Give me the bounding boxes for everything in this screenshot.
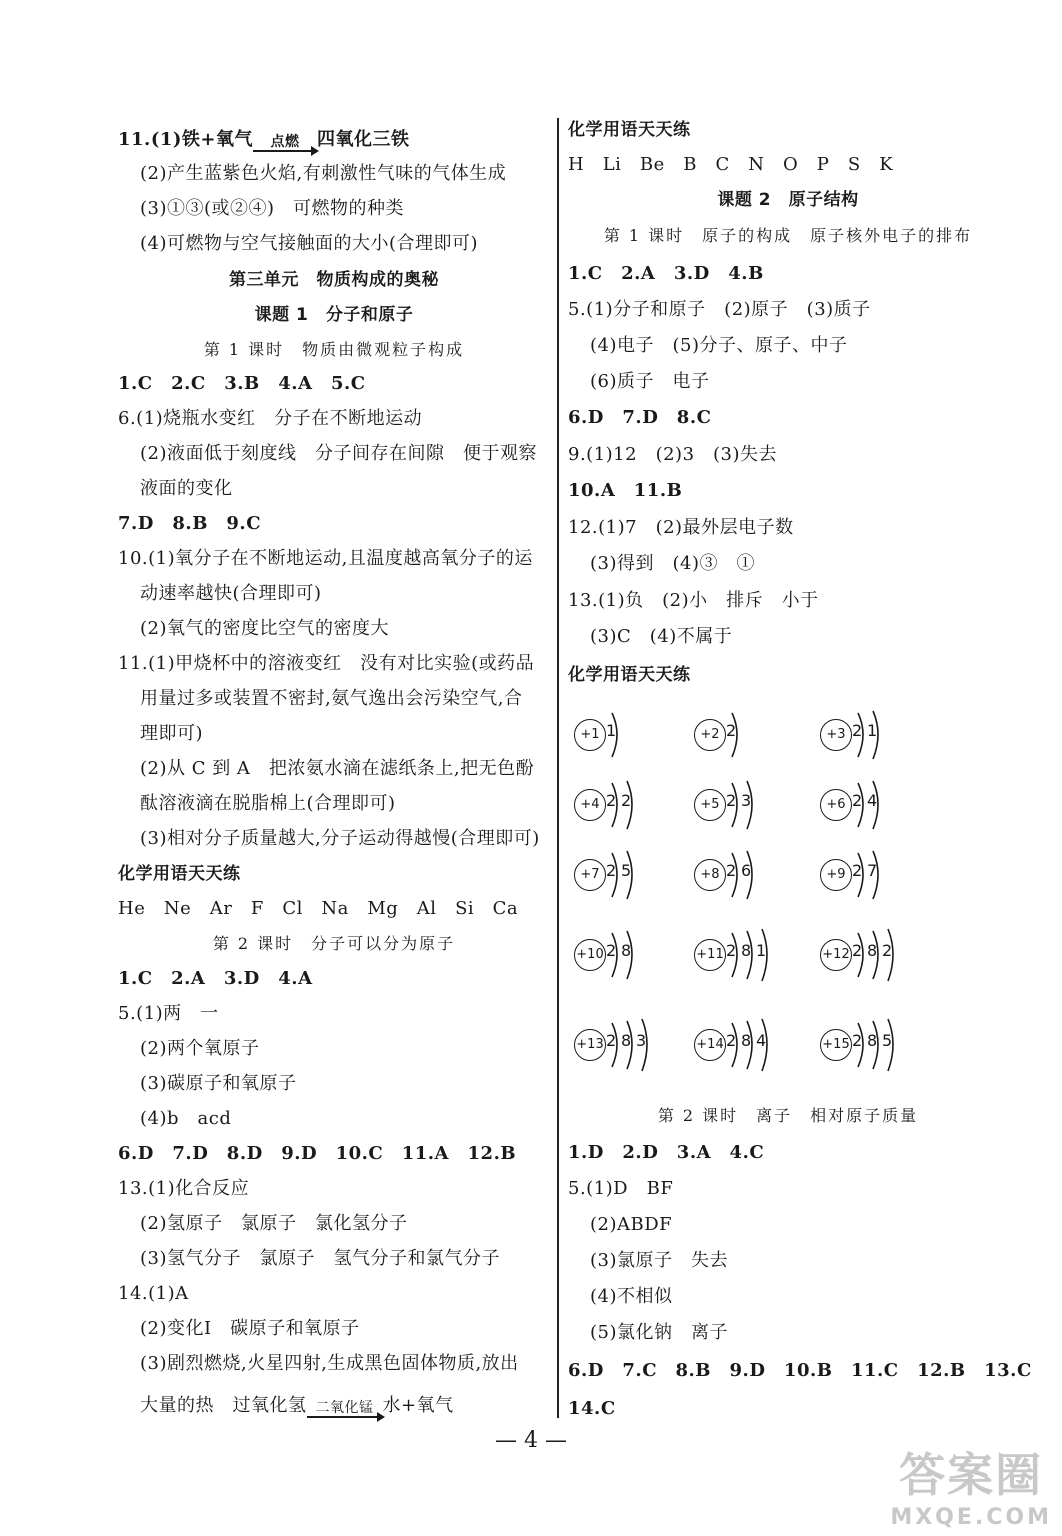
answer-line: 5.(1)D BF (568, 1178, 674, 1199)
shell-electron-count: 1 (867, 721, 878, 740)
atom-diagram (572, 925, 682, 985)
lesson-title: 第 1 课时 物质由微观粒子构成 (203, 340, 465, 359)
atom-nucleus: +10 (574, 939, 606, 971)
shell-electron-count: 5 (621, 861, 632, 880)
reaction-arrow: 点燃 (253, 135, 317, 152)
answer-line: 7.D 8.B 9.C (118, 513, 262, 534)
answer-line: (6)质子 电子 (590, 371, 710, 392)
answer-line: 14.C (568, 1398, 616, 1419)
shell-electron-count: 2 (852, 941, 863, 960)
answer-line: (3)碳原子和氧原子 (140, 1073, 297, 1094)
answer-line: 酞溶液滴在脱脂棉上(合理即可) (140, 793, 396, 814)
answer-line: (2)两个氧原子 (140, 1038, 260, 1059)
section-title: 化学用语天天练 (118, 864, 241, 884)
atom-nucleus: +8 (694, 859, 726, 891)
answer-line: (2)氢原子 氯原子 氯化氢分子 (140, 1213, 408, 1234)
atom-nucleus: +7 (574, 859, 606, 891)
shell-electron-count: 2 (726, 791, 737, 810)
watermark-logo: 答案圈 MXQE.COM (890, 1448, 1052, 1530)
answer-line: (3)氢气分子 氯原子 氢气分子和氯气分子 (140, 1248, 500, 1269)
atom-nucleus: +5 (694, 789, 726, 821)
shell-electron-count: 2 (726, 941, 737, 960)
atom-nucleus: +1 (574, 719, 606, 751)
shell-electron-count: 8 (867, 1031, 878, 1050)
answer-line: (2)液面低于刻度线 分子间存在间隙 便于观察 (140, 443, 537, 464)
answer-line: (2)氧气的密度比空气的密度大 (140, 618, 389, 639)
shell-electron-count: 8 (621, 941, 632, 960)
shell-electron-count: 2 (882, 941, 893, 960)
answer-line: 11.(1)铁+氧气 点燃 四氧化三铁 (118, 129, 410, 150)
section-title: 化学用语天天练 (568, 665, 691, 685)
shell-electron-count: 8 (741, 941, 752, 960)
shell-electron-count: 8 (621, 1031, 632, 1050)
answer-line: 6.D 7.C 8.B 9.D 10.B 11.C 12.B 13.C (568, 1360, 1032, 1381)
atom-nucleus: +9 (820, 859, 852, 891)
element-symbols: H Li Be B C N O P S K (568, 154, 894, 175)
answer-line: (2)ABDF (590, 1214, 673, 1235)
atom-diagram (692, 775, 802, 835)
answer-line: 11.(1)甲烧杯中的溶液变红 没有对比实验(或药品 (118, 653, 535, 674)
answer-line: 6.D 7.D 8.D 9.D 10.C 11.A 12.B (118, 1143, 517, 1164)
shell-electron-count: 1 (756, 941, 767, 960)
shell-electron-count: 8 (741, 1031, 752, 1050)
reaction-arrow: 二氧化锰 (307, 1401, 383, 1418)
atom-nucleus: +6 (820, 789, 852, 821)
atom-diagram (572, 845, 682, 905)
answer-line: 10.(1)氧分子在不断地运动,且温度越高氧分子的运 (118, 548, 533, 569)
atom-nucleus: +11 (694, 939, 726, 971)
topic-title: 课题 1 分子和原子 (254, 305, 414, 325)
atom-nucleus: +15 (820, 1029, 852, 1061)
answer-line: (4)b acd (140, 1108, 232, 1129)
answer-line: (2)产生蓝紫色火焰,有刺激性气味的气体生成 (140, 163, 507, 184)
answer-line: 动速率越快(合理即可) (140, 583, 322, 604)
shell-electron-count: 8 (867, 941, 878, 960)
answer-line: (3)①③(或②④) 可燃物的种类 (140, 198, 405, 219)
shell-electron-count: 4 (756, 1031, 767, 1050)
shell-electron-count: 2 (606, 861, 617, 880)
shell-electron-count: 4 (867, 791, 878, 810)
answer-line: 14.(1)A (118, 1283, 189, 1304)
shell-electron-count: 2 (726, 721, 737, 740)
lesson-title: 第 1 课时 原子的构成 原子核外电子的排布 (603, 226, 973, 245)
atom-diagram (818, 705, 928, 765)
atom-nucleus: +13 (574, 1029, 606, 1061)
shell-electron-count: 2 (606, 941, 617, 960)
atom-nucleus: +12 (820, 939, 852, 971)
answer-line: 12.(1)7 (2)最外层电子数 (568, 517, 794, 538)
atom-diagram (818, 925, 928, 985)
answer-line: (3)C (4)不属于 (590, 626, 733, 647)
answer-line: 6.(1)烧瓶水变红 分子在不断地运动 (118, 408, 423, 429)
answer-line: (4)不相似 (590, 1286, 673, 1307)
shell-electron-count: 6 (741, 861, 752, 880)
shell-electron-count: 2 (606, 1031, 617, 1050)
answer-line: 13.(1)化合反应 (118, 1178, 250, 1199)
shell-electron-count: 7 (867, 861, 878, 880)
lesson-title: 第 2 课时 离子 相对原子质量 (657, 1106, 919, 1125)
shell-electron-count: 2 (726, 861, 737, 880)
answer-line: 1.C 2.A 3.D 4.A (118, 968, 313, 989)
atom-diagram (692, 845, 802, 905)
atom-diagram (572, 705, 682, 765)
lesson-title: 第 2 课时 分子可以分为原子 (212, 934, 456, 953)
topic-title: 课题 2 原子结构 (717, 190, 859, 210)
answer-line: (4)可燃物与空气接触面的大小(合理即可) (140, 233, 479, 254)
answer-line: 液面的变化 (140, 478, 233, 499)
shell-electron-count: 2 (852, 861, 863, 880)
element-symbols: He Ne Ar F Cl Na Mg Al Si Ca (118, 898, 519, 919)
atom-diagram (692, 1015, 802, 1075)
shell-electron-count: 2 (621, 791, 632, 810)
answer-line: (3)氯原子 失去 (590, 1250, 728, 1271)
answer-line: 1.C 2.C 3.B 4.A 5.C (118, 373, 366, 394)
shell-electron-count: 2 (852, 791, 863, 810)
atom-nucleus: +4 (574, 789, 606, 821)
shell-electron-count: 3 (741, 791, 752, 810)
atom-diagram (818, 1015, 928, 1075)
answer-line: 1.D 2.D 3.A 4.C (568, 1142, 765, 1163)
answer-line: (5)氯化钠 离子 (590, 1322, 728, 1343)
shell-electron-count: 1 (606, 721, 617, 740)
answer-line: 5.(1)分子和原子 (2)原子 (3)质子 (568, 299, 871, 320)
shell-electron-count: 2 (606, 791, 617, 810)
shell-electron-count: 5 (882, 1031, 893, 1050)
shell-electron-count: 3 (636, 1031, 647, 1050)
page-number: — 4 — (495, 1428, 567, 1453)
answer-line: (3)得到 (4)③ ① (590, 553, 755, 574)
answer-line: 理即可) (140, 723, 204, 744)
section-title: 化学用语天天练 (568, 120, 691, 140)
shell-electron-count: 2 (852, 721, 863, 740)
answer-line: 用量过多或装置不密封,氨气逸出会污染空气,合 (140, 688, 523, 709)
atom-diagram (818, 845, 928, 905)
answer-line: (4)电子 (5)分子、原子、中子 (590, 335, 848, 356)
answer-line: 大量的热 过氧化氢 二氧化锰 水+氧气 (140, 1395, 454, 1416)
answer-line: (2)变化Ⅰ 碳原子和氧原子 (140, 1318, 360, 1339)
unit-title: 第三单元 物质构成的奥秘 (229, 270, 439, 290)
atom-diagram (818, 775, 928, 835)
answer-line: 6.D 7.D 8.C (568, 407, 712, 428)
answer-line: 1.C 2.A 3.D 4.B (568, 263, 764, 284)
column-divider (557, 118, 559, 1418)
answer-line: 5.(1)两 一 (118, 1003, 219, 1024)
atom-nucleus: +3 (820, 719, 852, 751)
answer-line: (2)从 C 到 A 把浓氨水滴在滤纸条上,把无色酚 (140, 758, 535, 779)
atom-nucleus: +2 (694, 719, 726, 751)
shell-electron-count: 2 (726, 1031, 737, 1050)
answer-line: 13.(1)负 (2)小 排斥 小于 (568, 590, 819, 611)
atom-diagram (572, 1015, 682, 1075)
answer-line: (3)相对分子质量越大,分子运动得越慢(合理即可) (140, 828, 540, 849)
atom-nucleus: +14 (694, 1029, 726, 1061)
atom-diagram (572, 775, 682, 835)
answer-line: 9.(1)12 (2)3 (3)失去 (568, 444, 778, 465)
answer-line: (3)剧烈燃烧,火星四射,生成黑色固体物质,放出 (140, 1353, 519, 1374)
atom-diagram (692, 925, 802, 985)
atom-diagram (692, 705, 802, 765)
answer-line: 10.A 11.B (568, 480, 683, 501)
shell-electron-count: 2 (852, 1031, 863, 1050)
